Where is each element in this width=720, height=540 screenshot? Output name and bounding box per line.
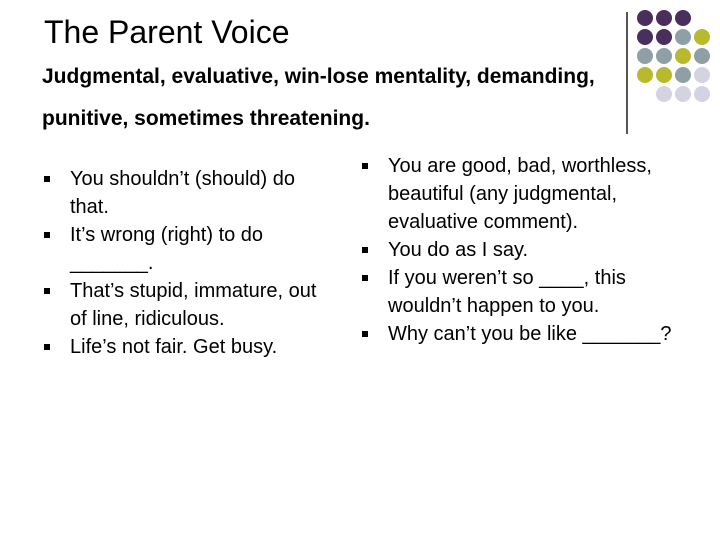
list-item-text: Why can’t you be like _______? — [388, 323, 672, 345]
right-bullet-list — [362, 152, 682, 348]
decorative-dot — [656, 86, 672, 102]
decorative-dot — [675, 29, 691, 45]
list-item-text: You do as I say. — [388, 239, 529, 261]
list-item — [362, 236, 682, 264]
bullet-icon — [44, 288, 50, 294]
bullet-icon — [362, 275, 368, 281]
decorative-dot — [675, 67, 691, 83]
list-item-text: You are good, bad, worthless, beautiful (any judgmental, evaluative comment). — [388, 155, 652, 233]
list-item-text: Life’s not fair. Get busy. — [70, 336, 278, 358]
decorative-dot — [694, 67, 710, 83]
decorative-dot — [675, 10, 691, 26]
slide-subtitle: Judgmental, evaluative, win-lose mentality, demanding, punitive, sometimes threatening. — [42, 65, 595, 130]
decorative-dot — [694, 48, 710, 64]
list-item-text: It’s wrong (right) to do _______. — [70, 224, 264, 274]
list-item — [362, 264, 682, 320]
list-item — [44, 221, 334, 277]
decorative-dot — [694, 86, 710, 102]
list-item-text: You shouldn’t (should) do that. — [70, 168, 295, 218]
bullet-icon — [44, 176, 50, 182]
decorative-dot — [675, 86, 691, 102]
list-item-text: That’s stupid, immature, out of line, ridiculous. — [70, 280, 317, 330]
list-item — [362, 320, 682, 348]
slide-title: The Parent Voice — [44, 14, 290, 50]
decorative-dot — [694, 29, 710, 45]
decorative-dot — [637, 67, 653, 83]
decorative-dot — [637, 29, 653, 45]
decorative-dot — [637, 48, 653, 64]
decorative-dot — [656, 48, 672, 64]
decorative-dot — [675, 48, 691, 64]
decorative-dot — [656, 67, 672, 83]
decorative-dot — [656, 29, 672, 45]
list-item — [44, 277, 334, 333]
list-item — [362, 152, 682, 236]
bullet-icon — [362, 163, 368, 169]
decorative-dot — [637, 10, 653, 26]
list-item-text: If you weren’t so ____, this wouldn’t happen to you. — [388, 267, 626, 317]
bullet-icon — [44, 232, 50, 238]
list-item — [44, 333, 334, 361]
bullet-icon — [44, 344, 50, 350]
bullet-icon — [362, 247, 368, 253]
left-bullet-list — [44, 165, 334, 361]
decorative-dot-grid — [0, 0, 720, 140]
list-item — [44, 165, 334, 221]
bullet-icon — [362, 331, 368, 337]
decorative-dot — [656, 10, 672, 26]
